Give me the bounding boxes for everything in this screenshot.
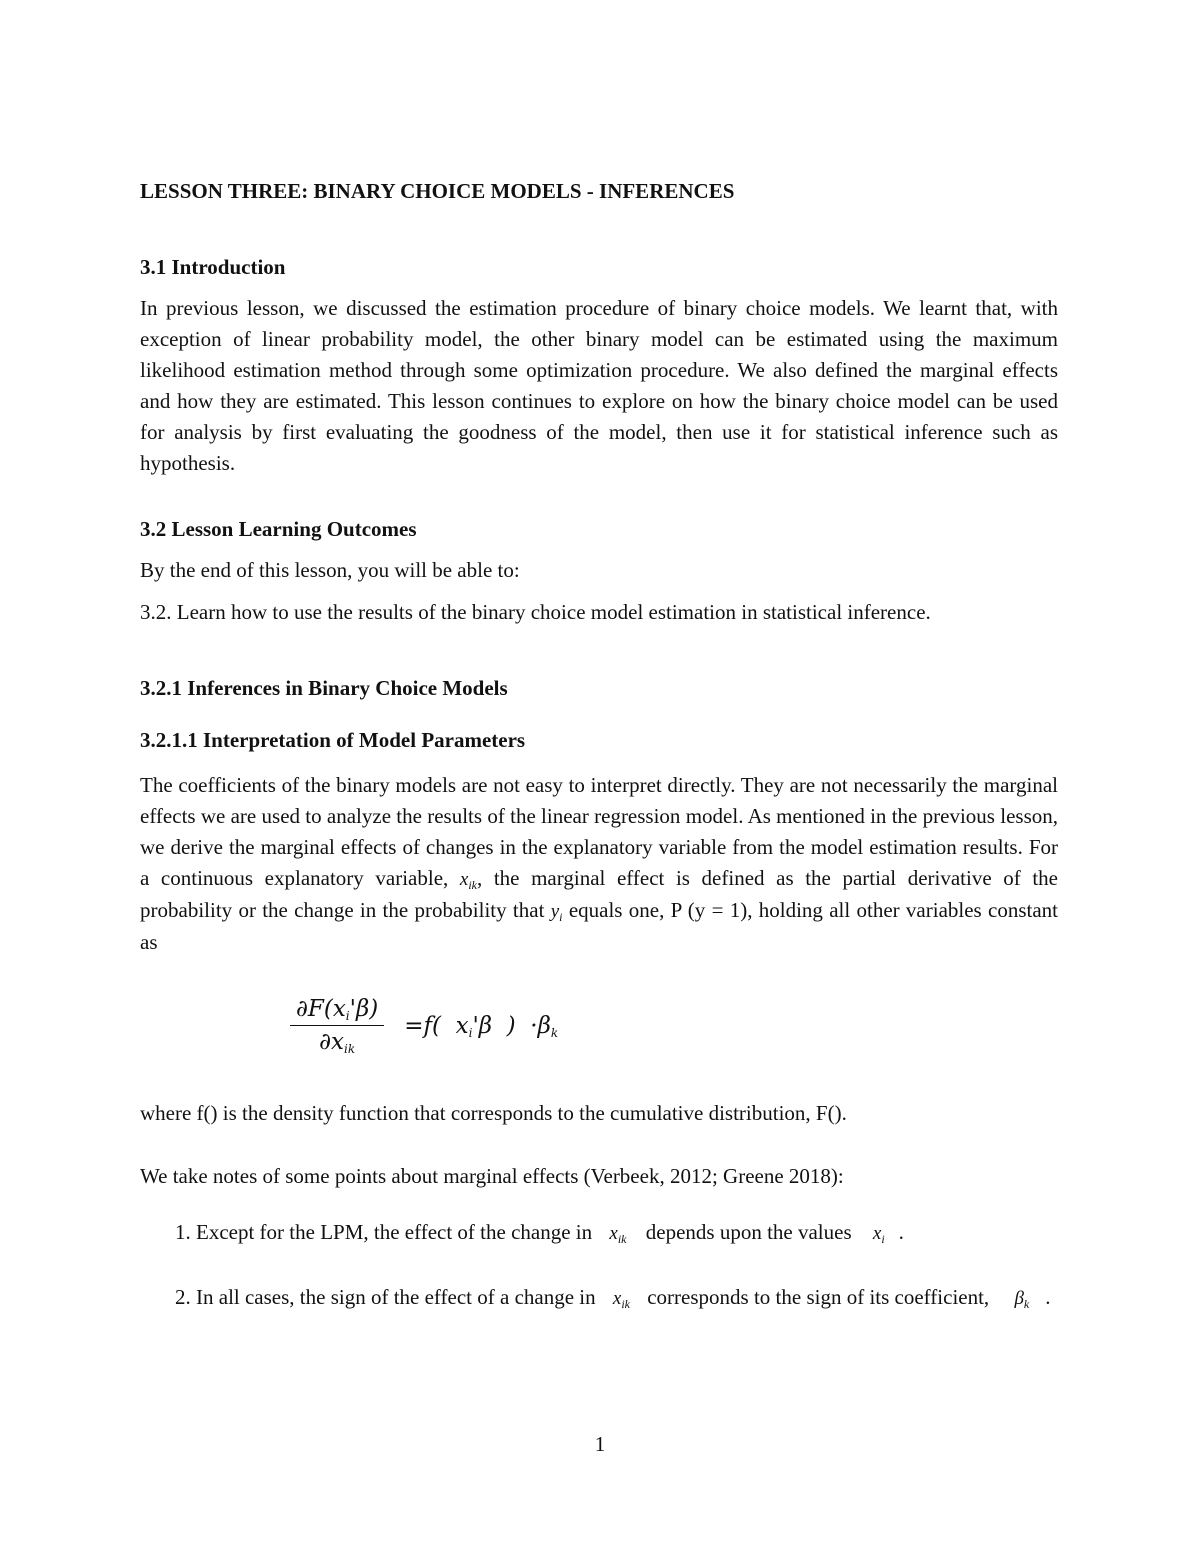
intro-paragraph: In previous lesson, we discussed the estimation procedure of binary choice models. We learnt that, with exception of linear probability model, the other binary model can be estimated using the maximum likelihood estimation method through some optimization procedure. We also defined the marginal effects and how they are estimated. This lesson continues to explore on how the binary choice model can be used for analysis by first evaluating the goodness of the model, then use it for statistical inference such as hypothesis. (140, 296, 1058, 475)
beta-k-symbol: $\beta_k$ (1014, 1288, 1030, 1311)
lesson-title: LESSON THREE: BINARY CHOICE MODELS - INFERENCES (140, 179, 735, 203)
intro-heading: 3.1 Introduction (140, 255, 286, 279)
marginal-effect-equation (290, 996, 558, 1055)
note-item-1: 1. Except for the LPM, the effect of the change in $x_{ik}$ depends upon the values $x_i$ . (175, 1220, 904, 1246)
section-3211-heading: 3.2.1.1 Interpretation of Model Parameters (140, 728, 526, 752)
equation-fraction (290, 996, 384, 1055)
density-sentence: where f() is the density function that corresponds to the cumulative distribution, F(). (140, 1101, 847, 1125)
outcomes-lead: By the end of this lesson, you will be able to: (140, 558, 520, 582)
notes-lead: We take notes of some points about marginal effects (Verbeek, 2012; Greene 2018): (140, 1164, 844, 1188)
interpretation-paragraph (140, 770, 1058, 958)
x-ik-symbol: $x_{ik}$ (459, 869, 477, 892)
note-item-2: 2. In all cases, the sign of the effect of a change in $x_{ik}$ corresponds to the sign of its coefficient, $\beta_k$ . (175, 1285, 1051, 1311)
equation-denominator: $\partial x_{ik}$ (319, 1029, 356, 1056)
outcomes-item: 3.2. Learn how to use the results of the binary choice model estimation in statistical inference. (140, 600, 931, 624)
equation-numerator: $\partial F(x_i'\beta)$ (290, 996, 384, 1026)
page-number: 1 (594, 1432, 606, 1456)
x-i-symbol: $x_i$ (872, 1223, 885, 1246)
equation-rhs: =f( $x_i'\beta$ ) $\cdot\beta_k$ (404, 1012, 559, 1040)
x-ik-symbol: $x_{ik}$ (612, 1288, 630, 1311)
section-321-heading: 3.2.1 Inferences in Binary Choice Models (140, 676, 508, 700)
outcomes-heading: 3.2 Lesson Learning Outcomes (140, 517, 417, 541)
y-i-symbol: $y_i$ (550, 901, 563, 924)
interpretation-text-1: The coefficients of the binary models are not easy to interpret directly. They are not necessarily the marginal effects we are used to analyze the results of the linear regression model. As mentioned in the previous lesson, we derive the marginal effects of changes in the explanatory variable from the model estimation results. For a continuous explanatory variable, (140, 773, 1058, 890)
interpretation-text-3: equals one, P (y = 1), holding all other variables constant as (140, 898, 1059, 954)
interpretation-text-2: , the marginal effect is defined as the partial derivative of the probability or the change in the probability that (140, 866, 1059, 922)
x-ik-symbol: $x_{ik}$ (609, 1223, 627, 1246)
